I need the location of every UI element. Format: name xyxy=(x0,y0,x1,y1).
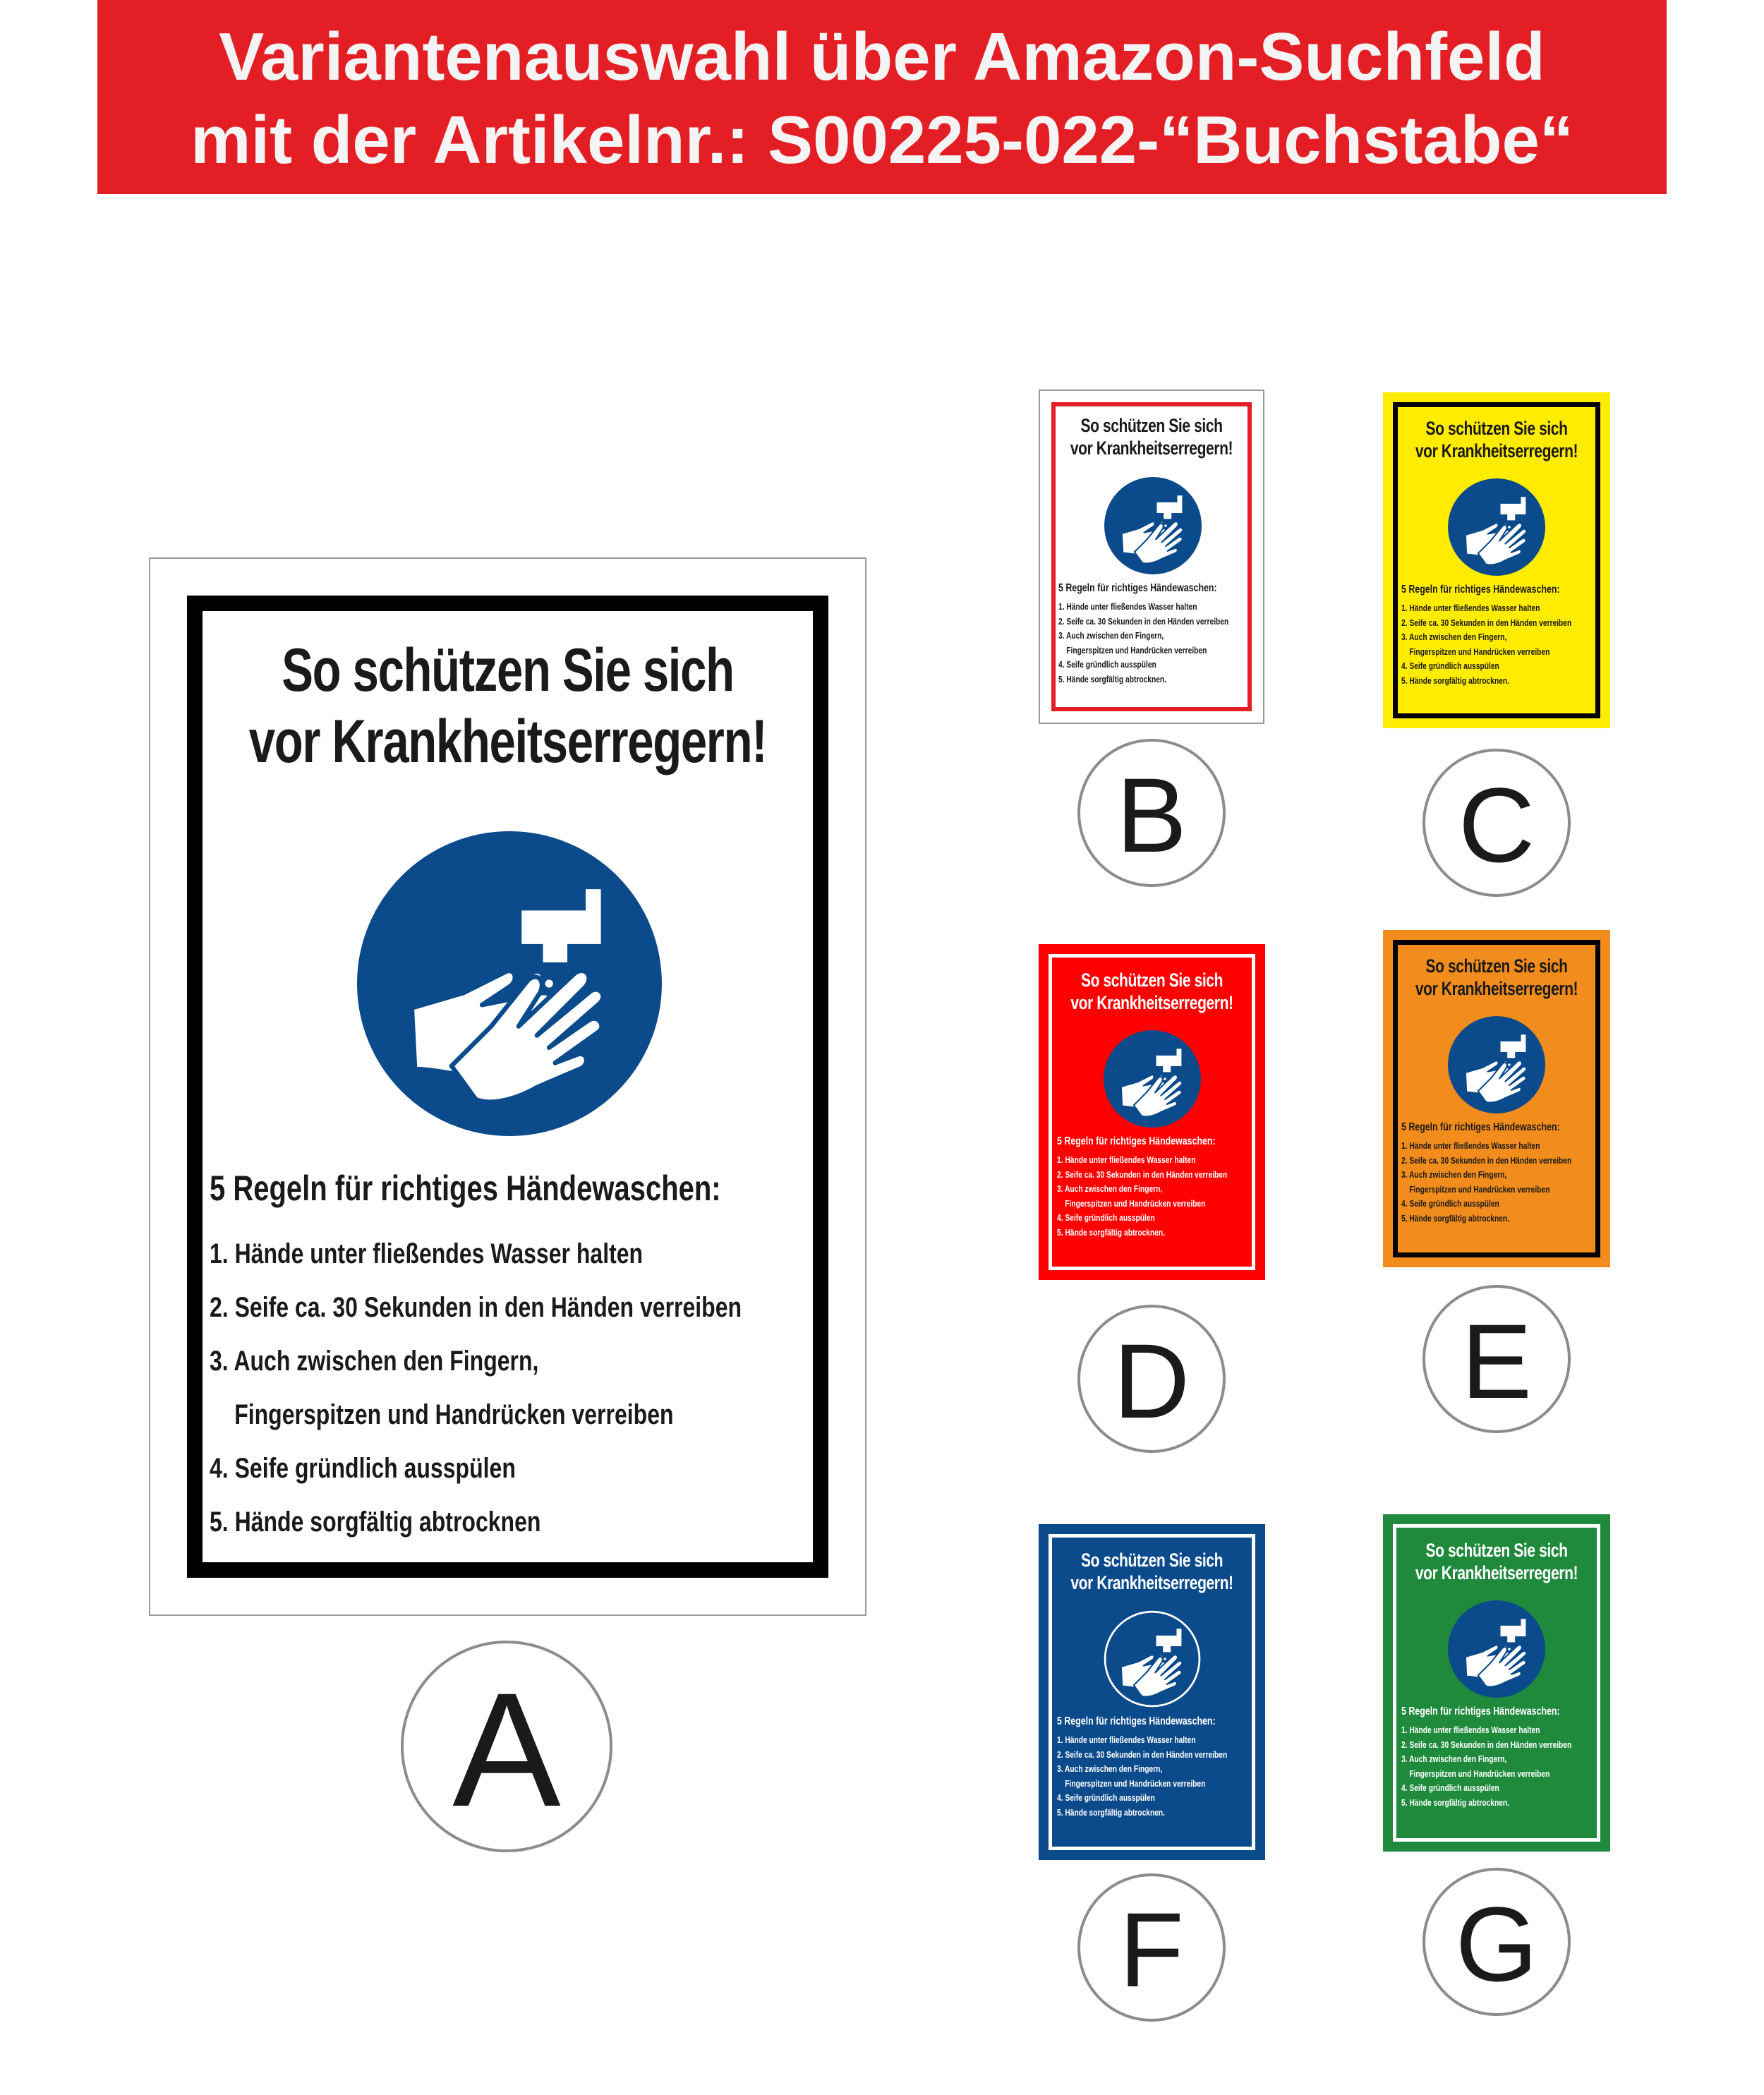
rule-item: 4. Seife gründlich ausspülen xyxy=(1401,660,1499,672)
rule-item: 2. Seife ca. 30 Sekunden in den Händen verreiben xyxy=(1401,617,1572,628)
rule-item: 1. Hände unter fließendes Wasser halten xyxy=(1401,1725,1540,1736)
sign-heading-line-2: vor Krankheitserregern! xyxy=(1070,991,1233,1013)
rules-title: 5 Regeln für richtiges Händewaschen: xyxy=(1401,1121,1560,1133)
variant-selection-banner xyxy=(97,0,1667,194)
sign-heading-line-2: vor Krankheitserregern! xyxy=(1415,977,1578,999)
rule-item: 3. Auch zwischen den Fingern, xyxy=(1057,1183,1163,1195)
rule-item: 4. Seife gründlich ausspülen xyxy=(1057,1212,1155,1224)
sign-heading-line-1: So schützen Sie sich xyxy=(282,636,734,704)
sign-heading xyxy=(1040,415,1263,460)
sign-heading-line-1: So schützen Sie sich xyxy=(1425,418,1568,439)
hand-washing-rules xyxy=(1401,1121,1571,1226)
hand-washing-icon xyxy=(1104,1030,1201,1128)
rule-item: 2. Seife ca. 30 Sekunden in den Händen verreiben xyxy=(1057,1749,1228,1760)
hand-washing-rules xyxy=(1057,1135,1227,1240)
rule-item: Fingerspitzen und Handrücken verreiben xyxy=(1065,1777,1206,1789)
rule-item: 1. Hände unter fließendes Wasser halten xyxy=(1057,1154,1196,1166)
variant-badge-d[interactable] xyxy=(1077,1305,1226,1453)
sign-heading-line-1: So schützen Sie sich xyxy=(1425,1540,1568,1561)
rule-item: 2. Seife ca. 30 Sekunden in den Händen verreiben xyxy=(1401,1154,1572,1166)
rule-item: 5. Hände sorgfältig abtrocknen. xyxy=(1057,1226,1166,1238)
hand-washing-icon xyxy=(1448,1016,1545,1113)
rule-item: 3. Auch zwischen den Fingern, xyxy=(1057,1763,1163,1775)
sign-heading xyxy=(1383,1540,1610,1585)
sign-heading-line-2: vor Krankheitserregern! xyxy=(1070,1571,1233,1593)
sign-heading-line-1: So schützen Sie sich xyxy=(1425,955,1568,977)
banner-line-2: mit der Artikelnr.: S00225-022-“Buchstabe“ xyxy=(191,102,1573,178)
rule-item: Fingerspitzen und Handrücken verreiben xyxy=(1409,1768,1550,1779)
sign-variant-a[interactable] xyxy=(149,557,866,1616)
hand-washing-icon xyxy=(1104,1610,1201,1708)
rule-item: 5. Hände sorgfältig abtrocknen. xyxy=(1401,675,1510,686)
sign-heading-line-1: So schützen Sie sich xyxy=(1080,1550,1224,1571)
hand-washing-rules xyxy=(210,1166,742,1549)
rule-item: 3. Auch zwischen den Fingern, xyxy=(1401,1753,1507,1765)
sign-heading xyxy=(1039,1550,1265,1595)
variant-badge-c[interactable] xyxy=(1422,749,1571,897)
rule-item: 2. Seife ca. 30 Sekunden in den Händen verreiben xyxy=(210,1292,742,1323)
hand-washing-rules xyxy=(1058,581,1228,687)
sign-variant-e[interactable] xyxy=(1383,930,1610,1267)
sign-heading-line-1: So schützen Sie sich xyxy=(1080,970,1224,991)
rule-item: 1. Hände unter fließendes Wasser halten xyxy=(1057,1734,1196,1746)
hand-washing-icon xyxy=(1448,1600,1545,1698)
variant-letter: E xyxy=(1461,1302,1533,1420)
rule-item: 5. Hände sorgfältig abtrocknen. xyxy=(1057,1806,1166,1818)
variant-letter: G xyxy=(1455,1885,1538,2003)
variant-letter: F xyxy=(1119,1890,1184,2009)
hand-washing-rules xyxy=(1401,583,1571,688)
hand-washing-icon xyxy=(1104,477,1202,574)
rule-item: Fingerspitzen und Handrücken verreiben xyxy=(1065,1197,1206,1209)
variant-badge-f[interactable] xyxy=(1077,1873,1226,2022)
variant-letter: A xyxy=(452,1658,561,1840)
banner-line-1: Variantenauswahl über Amazon-Suchfeld xyxy=(219,19,1545,95)
sign-heading-line-2: vor Krankheitserregern! xyxy=(248,708,767,776)
rule-item: 3. Auch zwischen den Fingern, xyxy=(1401,1169,1507,1181)
sign-heading-line-2: vor Krankheitserregern! xyxy=(1070,437,1233,459)
rule-item: 1. Hände unter fließendes Wasser halten xyxy=(1058,601,1197,612)
rule-item: 3. Auch zwischen den Fingern, xyxy=(1058,630,1164,641)
sign-heading-line-2: vor Krankheitserregern! xyxy=(1415,1562,1578,1583)
variant-badge-e[interactable] xyxy=(1422,1285,1571,1433)
rule-item: 5. Hände sorgfältig abtrocknen xyxy=(210,1507,541,1538)
rules-title: 5 Regeln für richtiges Händewaschen: xyxy=(1058,582,1217,594)
sign-heading xyxy=(1383,955,1610,1001)
rule-item: 3. Auch zwischen den Fingern, xyxy=(1401,632,1507,643)
rule-item: 4. Seife gründlich ausspülen xyxy=(210,1453,516,1484)
rule-item: 5. Hände sorgfältig abtrocknen. xyxy=(1058,673,1167,684)
variant-badge-g[interactable] xyxy=(1422,1868,1571,2016)
rule-item: 4. Seife gründlich ausspülen xyxy=(1401,1198,1499,1209)
sign-heading xyxy=(1039,970,1265,1015)
variant-badge-b[interactable] xyxy=(1077,739,1226,887)
rule-item: 2. Seife ca. 30 Sekunden in den Händen verreiben xyxy=(1401,1739,1572,1750)
variant-letter: B xyxy=(1116,756,1188,874)
sign-variant-b[interactable] xyxy=(1039,390,1264,724)
rules-title: 5 Regeln für richtiges Händewaschen: xyxy=(210,1169,721,1208)
rule-item: 4. Seife gründlich ausspülen xyxy=(1058,659,1156,670)
hand-washing-rules xyxy=(1057,1715,1227,1820)
rule-item: Fingerspitzen und Handrücken verreiben xyxy=(1409,646,1550,657)
rule-item: 2. Seife ca. 30 Sekunden in den Händen verreiben xyxy=(1057,1169,1228,1180)
sign-variant-f[interactable] xyxy=(1039,1524,1265,1860)
sign-heading-line-1: So schützen Sie sich xyxy=(1080,415,1223,436)
variant-letter: C xyxy=(1458,766,1535,884)
rules-title: 5 Regeln für richtiges Händewaschen: xyxy=(1401,1705,1560,1717)
rules-title: 5 Regeln für richtiges Händewaschen: xyxy=(1401,584,1560,596)
hand-washing-icon xyxy=(1448,478,1545,576)
rule-item: Fingerspitzen und Handrücken verreiben xyxy=(1066,644,1207,656)
sign-variant-g[interactable] xyxy=(1383,1514,1610,1852)
variant-letter: D xyxy=(1113,1322,1190,1440)
rule-item: 1. Hände unter fließendes Wasser halten xyxy=(210,1238,644,1269)
sign-variant-c[interactable] xyxy=(1383,392,1610,728)
sign-heading xyxy=(150,635,865,778)
sign-heading xyxy=(1383,418,1610,463)
rule-item: 3. Auch zwischen den Fingern, xyxy=(210,1346,539,1377)
rule-item: 2. Seife ca. 30 Sekunden in den Händen verreiben xyxy=(1058,615,1229,627)
rule-item: 5. Hände sorgfältig abtrocknen. xyxy=(1401,1797,1510,1808)
rule-item: 4. Seife gründlich ausspülen xyxy=(1401,1782,1499,1794)
rule-item: Fingerspitzen und Handrücken verreiben xyxy=(234,1399,674,1430)
rules-title: 5 Regeln für richtiges Händewaschen: xyxy=(1057,1135,1216,1147)
rules-title: 5 Regeln für richtiges Händewaschen: xyxy=(1057,1715,1216,1727)
hand-washing-icon xyxy=(357,831,662,1136)
rule-item: 1. Hände unter fließendes Wasser halten xyxy=(1401,1140,1540,1152)
rule-item: Fingerspitzen und Handrücken verreiben xyxy=(1409,1183,1550,1195)
rule-item: 1. Hände unter fließendes Wasser halten xyxy=(1401,603,1540,614)
variant-badge-a[interactable] xyxy=(401,1641,612,1852)
rule-item: 5. Hände sorgfältig abtrocknen. xyxy=(1401,1212,1510,1224)
hand-washing-rules xyxy=(1401,1705,1571,1810)
sign-variant-d[interactable] xyxy=(1039,944,1265,1280)
sign-heading-line-2: vor Krankheitserregern! xyxy=(1415,440,1578,461)
rule-item: 4. Seife gründlich ausspülen xyxy=(1057,1792,1155,1804)
